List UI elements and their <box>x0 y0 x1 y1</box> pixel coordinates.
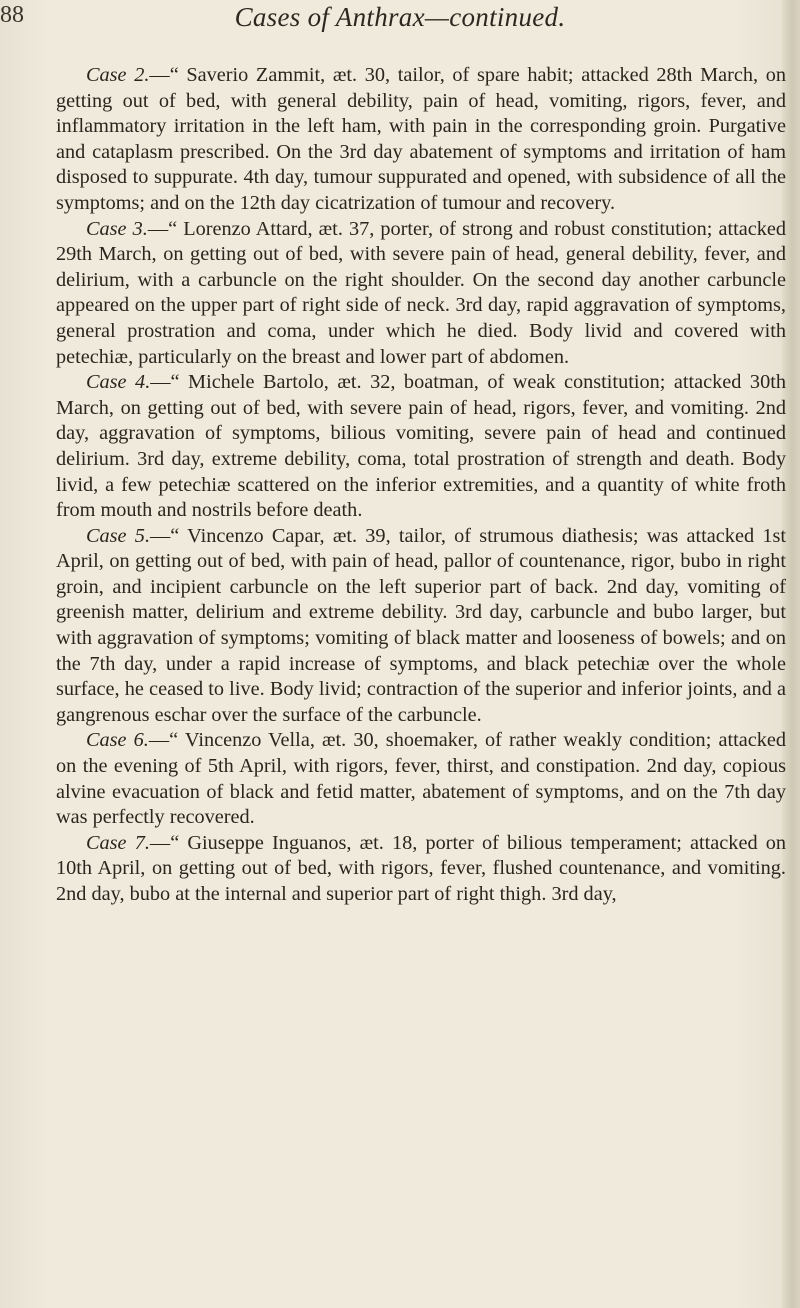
case-label: Case 6. <box>86 729 149 752</box>
case-5-paragraph <box>56 524 786 729</box>
case-text: —“ Michele Bartolo, æt. 32, boatman, of weak constitution; attacked 30th March, on getting out of bed, with severe pain of head, rigors, fever, and vomiting. 2nd day, aggravation of symptoms, bilious vomiting, severe pain of head and continued delirium. 3rd day, extreme debility, coma, total prostration of strength and death. Body livid, a few petechiæ scattered on the inferior extremities, and a quantity of white froth from mouth and nostrils before death. <box>56 371 786 522</box>
case-label: Case 5. <box>86 524 151 547</box>
case-text: —“ Vincenzo Vella, æt. 30, shoemaker, of rather weakly condition; attacked on the evening of 5th April, with rigors, fever, thirst, and constipation. 2nd day, copious alvine evacuation of black and fetid matter, abatement of symptoms, and on the 7th day was perfectly recovered. <box>56 729 786 829</box>
case-label: Case 7. <box>86 831 150 854</box>
case-label: Case 2. <box>86 64 150 86</box>
case-7-paragraph <box>56 831 786 908</box>
page-body <box>56 63 786 908</box>
case-2-paragraph <box>56 63 786 217</box>
page-header <box>0 0 800 52</box>
running-title: Cases of Anthrax—continued. <box>234 2 566 32</box>
case-label: Case 4. <box>86 371 151 394</box>
case-4-paragraph <box>56 370 786 524</box>
case-text: —“ Saverio Zammit, æt. 30, tailor, of spare habit; attacked 28th March, on getting out of bed, with general debility, pain of head, vomiting, rigors, fever, and inflammatory irritation in the left ham, with pain in the corresponding groin. Purgative and cataplasm prescribed. On the 3rd day abatement of symptoms and irritation of ham disposed to suppurate. 4th day, tumour suppurated and opened, with subsidence of all the symptoms; and on the 12th day cicatrization of tumour and recovery. <box>56 64 787 214</box>
case-6-paragraph <box>56 728 786 830</box>
case-text: —“ Vincenzo Capar, æt. 39, tailor, of strumous diathesis; was attacked 1st April, on getting out of bed, with pain of head, pallor of countenance, rigor, bubo in right groin, and incipient carbuncle on the left superior part of back. 2nd day, vomiting of greenish matter, delirium and extreme debility. 3rd day, carbuncle and bubo larger, but with aggravation of symptoms; vomiting of black matter and looseness of bowels; and on the 7th day, under a rapid increase of symptoms, and black petechiæ over the whole surface, he ceased to live. Body livid; contraction of the superior and inferior joints, and a gangrenous eschar over the surface of the carbuncle. <box>56 524 786 726</box>
case-text: —“ Lorenzo Attard, æt. 37, porter, of strong and robust constitution; attacked 29th March, on getting out of bed, with severe pain of head, general debility, fever, and delirium, with a carbuncle on the right shoulder. On the second day another carbuncle appeared on the upper part of right side of neck. 3rd day, rapid aggravation of symptoms, general prostration and coma, under which he died. Body livid and covered with petechiæ, particularly on the breast and lower part of abdomen. <box>56 217 787 368</box>
page-number: 88 <box>0 2 24 28</box>
case-3-paragraph <box>56 217 786 371</box>
case-label: Case 3. <box>86 217 148 240</box>
case-text: —“ Giuseppe Inguanos, æt. 18, porter of bilious temperament; attacked on 10th April, on getting out of bed, with rigors, fever, flushed countenance, and vomiting. 2nd day, bubo at the internal and superior part of right thigh. 3rd day, <box>56 831 786 905</box>
